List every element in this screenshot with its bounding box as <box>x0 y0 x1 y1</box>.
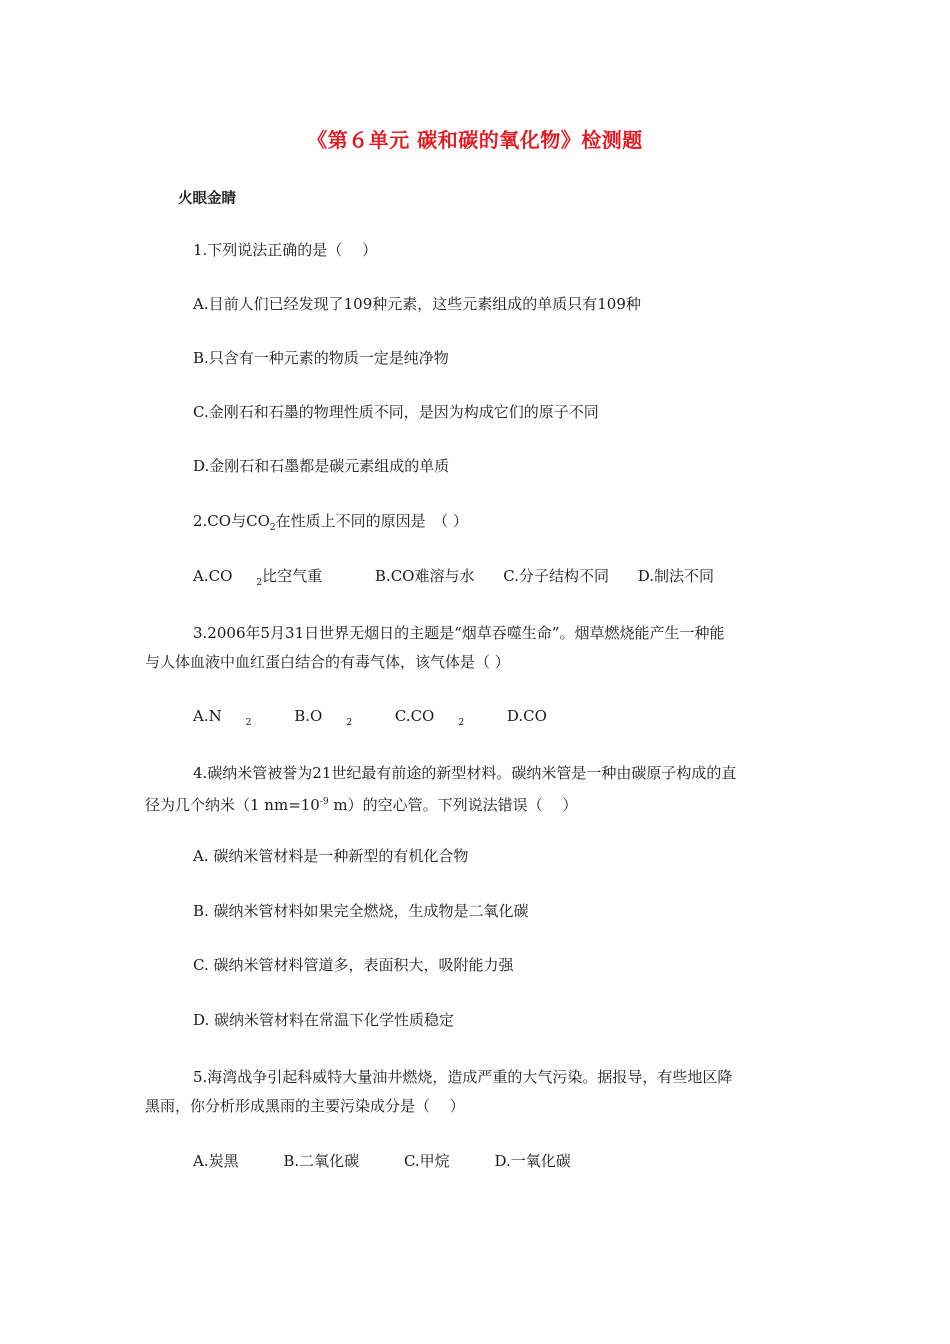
q3-b-sub: 2 <box>346 718 353 728</box>
question-5-option-d: D.一氧化碳 <box>494 1152 571 1170</box>
question-1-stem: 1.下列说法正确的是（ ） <box>193 241 378 259</box>
q4-line-2-sup: -9 <box>319 797 329 807</box>
q5-line-2: 黑雨，你分析形成黑雨的主要污染成分是（ ） <box>145 1097 465 1115</box>
question-3-options <box>193 706 571 733</box>
q3-line-1: 3.2006年5月31日世界无烟日的主题是“烟草吞噬生命”。烟草燃烧能产生一种能 <box>193 624 725 642</box>
question-1-option-b: B.只含有一种元素的物质一定是纯净物 <box>193 349 449 367</box>
q4-line-2-pre: 径为几个纳米（1 nm=10 <box>145 796 320 814</box>
q3-c-pre: C.CO <box>394 707 435 725</box>
question-1-option-a: A.目前人们已经发现了109种元素，这些元素组成的单质只有109种 <box>193 295 641 313</box>
q3-b-pre: B.O <box>294 707 323 725</box>
question-3-option-a <box>193 707 252 728</box>
q4-line-1: 4.碳纳米管被誉为21世纪最有前途的新型材料。碳纳米管是一种由碳原子构成的直 <box>193 764 737 782</box>
question-2-options <box>193 566 738 593</box>
q3-a-pre: A.N <box>193 707 222 725</box>
q2-stem-sub: 2 <box>269 523 276 533</box>
question-4-stem <box>145 759 810 820</box>
question-2-option-a <box>193 567 346 588</box>
question-1-option-d: D.金刚石和石墨都是碳元素组成的单质 <box>193 457 450 475</box>
q3-a-sub: 2 <box>245 718 252 728</box>
q2-stem-post: 在性质上不同的原因是 （ ） <box>275 512 468 530</box>
question-4-option-a: A. 碳纳米管材料是一种新型的有机化合物 <box>193 847 469 865</box>
q3-c-sub: 2 <box>458 718 465 728</box>
q3-line-2: 与人体血液中血红蛋白结合的有毒气体，该气体是（ ） <box>145 653 510 671</box>
question-2-option-b: B.CO难溶与水 <box>374 567 475 585</box>
question-4-option-d: D. 碳纳米管材料在常温下化学性质稳定 <box>193 1011 455 1029</box>
section-heading: 火眼金睛 <box>178 191 236 207</box>
question-4-option-c: C. 碳纳米管材料管道多，表面积大，吸附能力强 <box>193 956 514 974</box>
question-5-option-b: B.二氧化碳 <box>283 1152 360 1170</box>
question-5-option-a: A.炭黑 <box>193 1152 239 1170</box>
q4-line-2 <box>145 788 810 820</box>
q2-a-pre: A.CO <box>193 567 233 585</box>
question-2-option-c: C.分子结构不同 <box>503 567 609 585</box>
question-5-option-c: C.甲烷 <box>403 1152 450 1170</box>
q5-line-1: 5.海湾战争引起科威特大量油井燃烧，造成严重的大气污染。据报导，有些地区降 <box>193 1068 733 1086</box>
question-3-option-c <box>394 707 465 728</box>
question-5-stem <box>145 1063 810 1121</box>
q2-a-post: 比空气重 <box>262 567 323 585</box>
question-3-option-b <box>294 707 353 728</box>
question-2-stem <box>193 511 468 538</box>
question-3-option-d: D.CO <box>506 707 547 725</box>
q4-line-2-post: m）的空心管。下列说法错误（ ） <box>328 796 578 814</box>
question-2-option-d: D.制法不同 <box>637 567 715 585</box>
question-3-stem <box>145 619 810 677</box>
page-title: 《第６单元 碳和碳的氧化物》检测题 <box>307 128 643 152</box>
question-1-option-c: C.金刚石和石墨的物理性质不同，是因为构成它们的原子不同 <box>193 403 599 421</box>
question-5-options <box>193 1151 595 1171</box>
q2-stem-pre: 2.CO与CO <box>193 512 270 530</box>
question-4-option-b: B. 碳纳米管材料如果完全燃烧，生成物是二氧化碳 <box>193 902 529 920</box>
q2-a-sub: 2 <box>256 578 263 588</box>
